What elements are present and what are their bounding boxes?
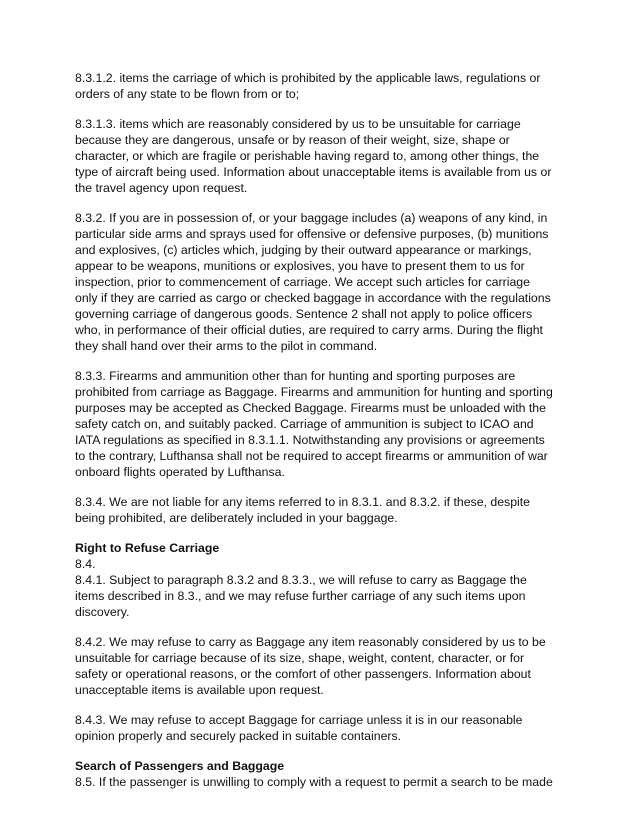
heading-search-of-passengers-and-baggage: Search of Passengers and Baggage bbox=[75, 759, 285, 773]
paragraph-8-4: 8.4. 8.4.1. Subject to paragraph 8.3.2 and 8.3.3., we will refuse to carry as Baggage the items described in 8.3., and we may refuse further carriage of any such items upon discovery. bbox=[75, 557, 527, 619]
paragraph-8-3-1-2: 8.3.1.2. items the carriage of which is prohibited by the applicable laws, regulations or orders of any state to be flown from or to; bbox=[75, 71, 541, 101]
paragraph-8-4-2: 8.4.2. We may refuse to carry as Baggage any item reasonably considered by us to be unsuitable for carriage because of its size, shape, weight, content, character, or for safety or operational reasons, or the comfort of other passengers. Information about unacceptable items is available upon request. bbox=[75, 635, 546, 697]
paragraph-8-3-2: 8.3.2. If you are in possession of, or your baggage includes (a) weapons of any kind, in particular side arms and sprays used for offensive or defensive purposes, (b) munitions and explosives, (c) articles which, judging by their outward appearance or markings, appear to be weapons, munitions or explosives, you have to present them to us for inspection, prior to commencement of carriage. We accept such articles for carriage only if they are carried as cargo or checked baggage in accordance with the regulations governing carriage of dangerous goods. Sentence 2 shall not apply to police officers who, in performance of their official duties, are required to carry arms. During the flight they shall hand over their arms to the pilot in command. bbox=[75, 211, 551, 353]
paragraph-8-5: 8.5. If the passenger is unwilling to comply with a request to permit a search to be made bbox=[75, 775, 553, 789]
paragraph-8-3-1-3: 8.3.1.3. items which are reasonably considered by us to be unsuitable for carriage because they are dangerous, unsafe or by reason of their weight, size, shape or character, or which are fragile or perishable having regard to, among other things, the type of aircraft being used. Information about unacceptable items is available from us or the travel agency upon request. bbox=[75, 117, 552, 195]
paragraph-8-3-3: 8.3.3. Firearms and ammunition other than for hunting and sporting purposes are prohibited from carriage as Baggage. Firearms and ammunition for hunting and sporting purposes may be accepted as Checked Baggage. Firearms must be unloaded with the safety catch on, and suitably packed. Carriage of ammunition is subject to ICAO and IATA regulations as specified in 8.3.1.1. Notwithstanding any provisions or agreements to the contrary, Lufthansa shall not be required to accept firearms or ammunition of war onboard flights operated by Lufthansa. bbox=[75, 369, 553, 479]
paragraph-8-3-4: 8.3.4. We are not liable for any items referred to in 8.3.1. and 8.3.2. if these, despite being prohibited, are deliberately included in your baggage. bbox=[75, 495, 531, 525]
paragraph-8-4-3: 8.4.3. We may refuse to accept Baggage for carriage unless it is in our reasonable opinion properly and securely packed in suitable containers. bbox=[75, 713, 523, 743]
document-page bbox=[75, 70, 575, 790]
heading-right-to-refuse-carriage: Right to Refuse Carriage bbox=[75, 541, 220, 555]
